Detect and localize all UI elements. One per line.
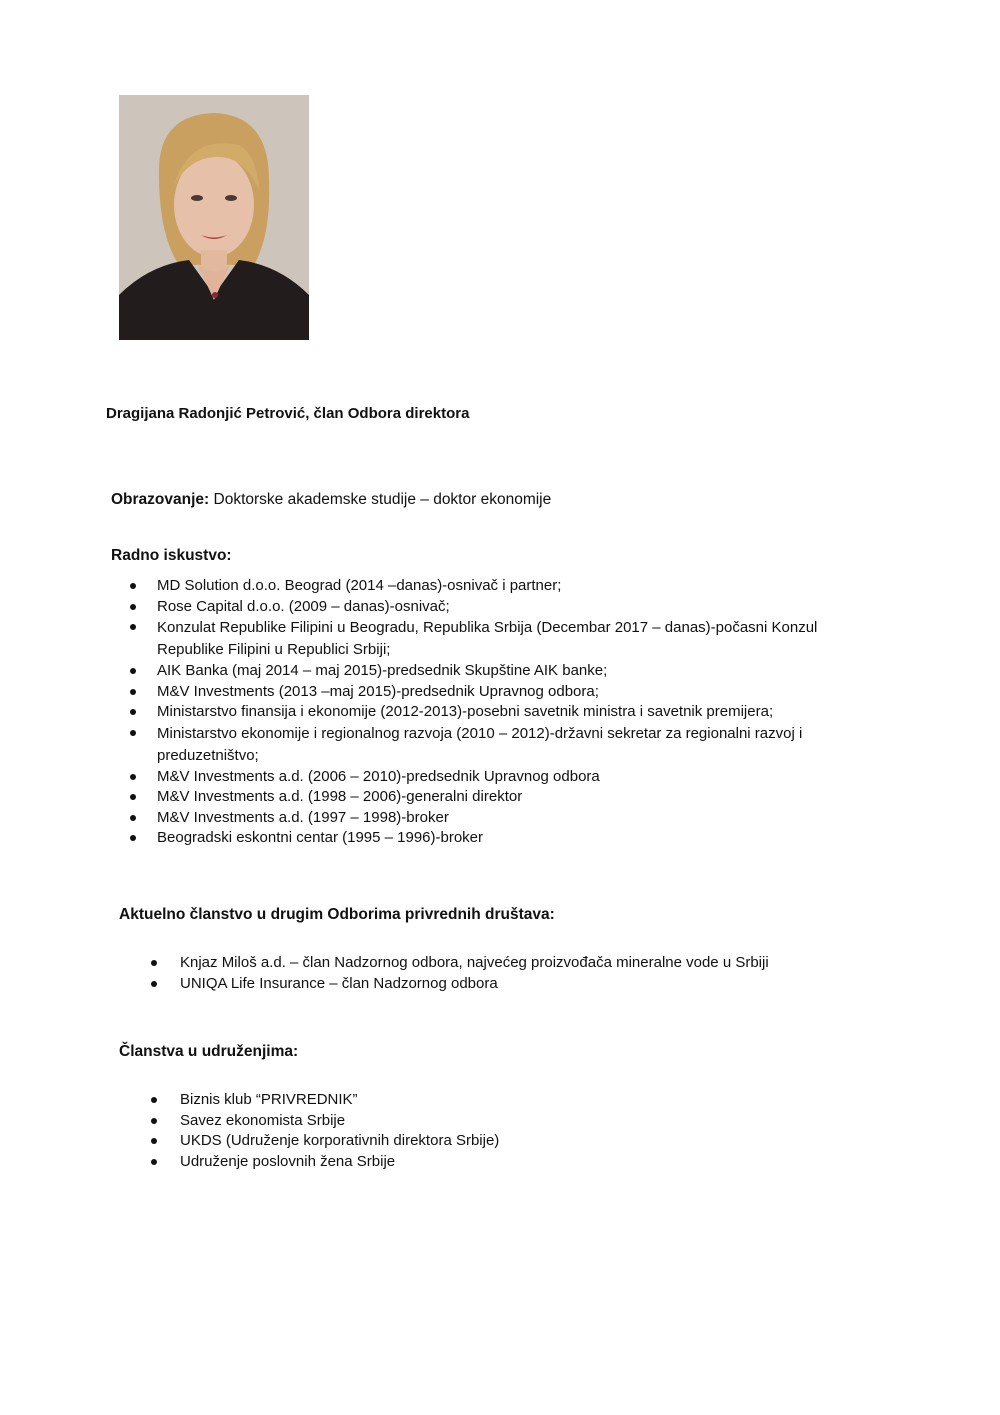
list-item-text: Knjaz Miloš a.d. – član Nadzornog odbora, najvećeg proizvođača mineralne vode u Srbiji [180, 954, 769, 971]
bullet-icon [151, 1118, 157, 1124]
bullet-icon [151, 981, 157, 987]
list-item [128, 787, 848, 808]
bullet-icon [130, 774, 136, 780]
list-item [128, 702, 848, 723]
list-item-text: Beogradski eskontni centar (1995 – 1996)-broker [157, 829, 484, 846]
list-item-text: Konzulat Republike Filipini u Beogradu, Republika Srbija (Decembar 2017 – danas)-počasni Konzul Republike Filipini u Republici Srbiji; [157, 619, 818, 658]
list-item-text: Savez ekonomista Srbije [180, 1111, 346, 1129]
education-label: Obrazovanje: [111, 491, 210, 508]
bullet-icon [130, 583, 136, 589]
memberships-heading: Aktuelno članstvo u drugim Odborima privrednih društava: [119, 906, 555, 923]
list-item [128, 808, 848, 829]
bullet-icon [130, 730, 136, 736]
profile-photo [119, 95, 309, 340]
bullet-icon [130, 794, 136, 800]
list-item-text: Rose Capital d.o.o. (2009 – danas)-osnivač; [157, 597, 450, 615]
list-item-text: Ministarstvo finansija i ekonomije (2012-2013)-posebni savetnik ministra i savetnik premijera; [157, 703, 774, 720]
experience-list [128, 576, 848, 849]
bullet-icon [130, 689, 136, 695]
bullet-icon [130, 815, 136, 821]
associations-list [150, 1090, 830, 1172]
list-item [150, 1111, 830, 1132]
list-item [150, 974, 830, 995]
list-item [150, 1090, 830, 1111]
bullet-icon [151, 1097, 157, 1103]
portrait-illustration [119, 95, 309, 340]
list-item [128, 767, 848, 788]
list-item-text: Biznis klub “PRIVREDNIK” [180, 1091, 358, 1108]
bullet-icon [151, 1138, 157, 1144]
experience-heading: Radno iskustvo: [111, 547, 232, 564]
list-item [128, 682, 848, 703]
memberships-list [150, 953, 830, 994]
education-value: Doktorske akademske studije – doktor ekonomije [209, 491, 552, 508]
list-item-text: Ministarstvo ekonomije i regionalnog razvoja (2010 – 2012)-državni sekretar za regionalni razvoj i preduzetništvo; [157, 724, 803, 764]
person-name-title: Dragijana Radonjić Petrović, član Odbora direktora [106, 405, 470, 422]
bullet-icon [151, 960, 157, 966]
bullet-icon [130, 668, 136, 674]
bullet-icon [130, 604, 136, 610]
list-item [128, 723, 848, 767]
bullet-icon [130, 835, 136, 841]
list-item-text: M&V Investments (2013 –maj 2015)-predsednik Upravnog odbora; [157, 682, 599, 700]
list-item-text: MD Solution d.o.o. Beograd (2014 –danas)-osnivač i partner; [157, 577, 562, 594]
list-item-text: M&V Investments a.d. (1997 – 1998)-broker [157, 808, 449, 826]
list-item [150, 953, 830, 974]
list-item-text: UKDS (Udruženje korporativnih direktora Srbije) [180, 1132, 500, 1149]
list-item-text: M&V Investments a.d. (1998 – 2006)-generalni direktor [157, 788, 523, 805]
list-item-text: AIK Banka (maj 2014 – maj 2015)-predsednik Skupštine AIK banke; [157, 662, 608, 679]
list-item-text: Udruženje poslovnih žena Srbije [180, 1152, 396, 1170]
education-line [111, 491, 551, 509]
associations-heading: Članstva u udruženjima: [119, 1043, 299, 1060]
list-item [128, 661, 848, 682]
list-item-text: M&V Investments a.d. (2006 – 2010)-predsednik Upravnog odbora [157, 767, 600, 785]
list-item [128, 597, 848, 618]
list-item-text: UNIQA Life Insurance – član Nadzornog odbora [180, 974, 498, 992]
list-item [128, 576, 848, 597]
list-item [150, 1152, 830, 1173]
bullet-icon [151, 1159, 157, 1165]
list-item [150, 1131, 830, 1152]
bullet-icon [130, 709, 136, 715]
list-item [128, 828, 848, 849]
list-item [128, 617, 848, 661]
bullet-icon [130, 624, 136, 630]
